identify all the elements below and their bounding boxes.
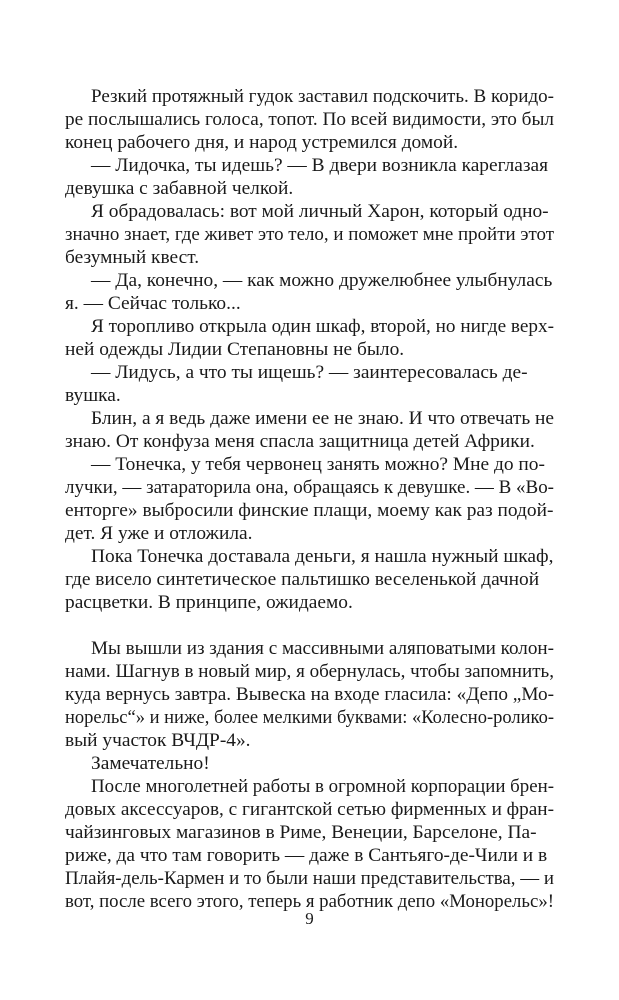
- book-page: Резкий протяжный гудок заставил подскочить. В коридо- ре послышались голоса, топот. По всей видимости, это был конец рабочего дня, и народ устремился домой. — Лидочка, ты идешь? — В двери возникла кареглазая девушка с забавной челкой. Я обрадовалась: вот мой личный Харон, который одно- значно знает, где живет это тело, и поможет мне пройти этот безумный квест. — Да, конечно, — как можно дружелюбнее улыбнулась я. — Сейчас только... Я торопливо открыла один шкаф, второй, но нигде верх- ней одежды Лидии Степановны не было. — Лидусь, а что ты ищешь? — заинтересовалась де- вушка. Блин, а я ведь даже имени ее не знаю. И что отвечать не знаю. От конфуза меня спасла защитница детей Африки. — Тонечка, у тебя червонец занять можно? Мне до по- лучки, — затараторила она, обращаясь к девушке. — В «Во- енторге» выбросили финские плащи, моему как раз подой- дет. Я уже и отложила. Пока Тонечка доставала деньги, я нашла нужный шкаф, где висело синтетическое пальтишко веселенькой дачной расцветки. В принципе, ожидаемо. Мы вышли из здания с массивными аляповатыми колон- нами. Шагнув в новый мир, я обернулась, чтобы запомнить, куда вернусь завтра. Вывеска на входе гласила: «Депо „Мо- норельс“» и ниже, более мелкими буквами: «Колесно-ролико- вый участок ВЧДР-4». Замечательно! После многолетней работы в огромной корпорации брен- довых аксессуаров, с гигантской сетью фирменных и фран- чайзинговых магазинов в Риме, Венеции, Барселоне, Па- риже, да что там говорить — даже в Сантьяго-де-Чили и в Плайя-дель-Кармен и то были наши представительства, — и вот, после всего этого, теперь я работник депо «Монорельс»! 9: [0, 0, 619, 1000]
- page-number: 9: [305, 909, 314, 928]
